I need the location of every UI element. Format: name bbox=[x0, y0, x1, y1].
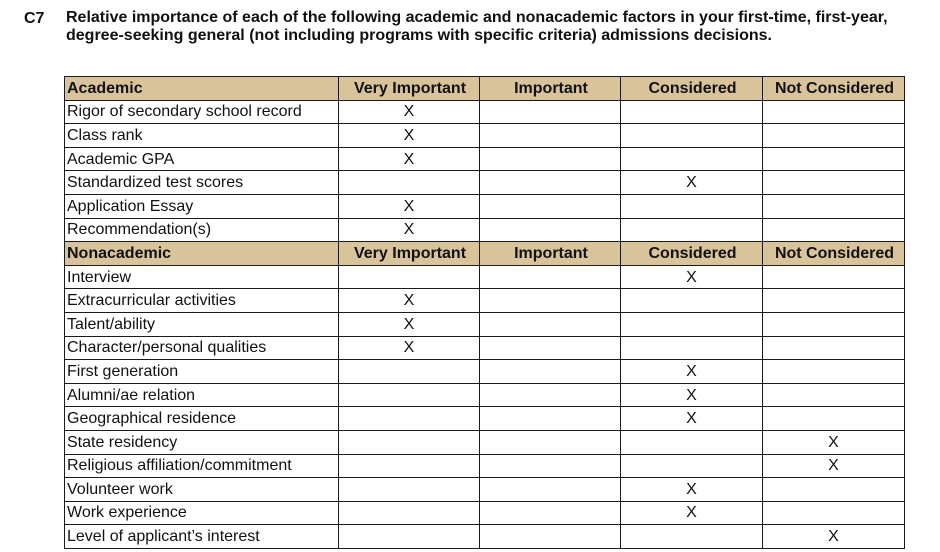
rating-cell-not-considered bbox=[763, 124, 905, 148]
rating-cell-considered bbox=[621, 194, 763, 218]
rating-cell-considered bbox=[621, 218, 763, 242]
rating-cell-very-important: X bbox=[339, 124, 480, 148]
rating-cell-important bbox=[480, 454, 621, 478]
rating-cell-not-considered: X bbox=[763, 454, 905, 478]
rating-cell-not-considered bbox=[763, 265, 905, 289]
admissions-factors-table bbox=[64, 76, 905, 549]
factor-label: Level of applicant’s interest bbox=[65, 525, 339, 549]
rating-cell-not-considered bbox=[763, 383, 905, 407]
table-row bbox=[65, 336, 905, 360]
rating-cell-not-considered: X bbox=[763, 525, 905, 549]
rating-cell-considered: X bbox=[621, 501, 763, 525]
factor-label: First generation bbox=[65, 360, 339, 384]
column-header-considered: Considered bbox=[621, 242, 763, 266]
rating-cell-not-considered bbox=[763, 194, 905, 218]
rating-cell-important bbox=[480, 265, 621, 289]
rating-cell-important bbox=[480, 100, 621, 124]
rating-cell-very-important: X bbox=[339, 194, 480, 218]
factor-label: Academic GPA bbox=[65, 147, 339, 171]
column-header-very-important: Very Important bbox=[339, 77, 480, 101]
factor-label: Class rank bbox=[65, 124, 339, 148]
table-row bbox=[65, 194, 905, 218]
section-header-nonacademic bbox=[65, 242, 905, 266]
rating-cell-important bbox=[480, 124, 621, 148]
rating-cell-important bbox=[480, 430, 621, 454]
table-row bbox=[65, 265, 905, 289]
rating-cell-very-important bbox=[339, 265, 480, 289]
rating-cell-important bbox=[480, 383, 621, 407]
rating-cell-considered: X bbox=[621, 171, 763, 195]
table-row bbox=[65, 501, 905, 525]
rating-cell-considered bbox=[621, 289, 763, 313]
column-header-important: Important bbox=[480, 77, 621, 101]
factor-label: State residency bbox=[65, 430, 339, 454]
rating-cell-considered bbox=[621, 100, 763, 124]
table-row bbox=[65, 218, 905, 242]
column-header-considered: Considered bbox=[621, 77, 763, 101]
rating-cell-important bbox=[480, 360, 621, 384]
factor-label: Interview bbox=[65, 265, 339, 289]
factor-label: Alumni/ae relation bbox=[65, 383, 339, 407]
rating-cell-important bbox=[480, 525, 621, 549]
table-row bbox=[65, 100, 905, 124]
column-header-not-considered: Not Considered bbox=[763, 242, 905, 266]
section-header-academic bbox=[65, 77, 905, 101]
rating-cell-very-important: X bbox=[339, 289, 480, 313]
rating-cell-considered: X bbox=[621, 383, 763, 407]
rating-cell-considered bbox=[621, 525, 763, 549]
rating-cell-very-important bbox=[339, 478, 480, 502]
column-header-important: Important bbox=[480, 242, 621, 266]
table-row bbox=[65, 478, 905, 502]
table-row bbox=[65, 171, 905, 195]
rating-cell-considered: X bbox=[621, 265, 763, 289]
question-text: Relative importance of each of the following academic and nonacademic factors in your first-time, first-year, degree-seeking general (not including programs with specific criteria) admissions decisions. bbox=[66, 9, 888, 44]
rating-cell-important bbox=[480, 478, 621, 502]
table-row bbox=[65, 525, 905, 549]
rating-cell-very-important bbox=[339, 525, 480, 549]
rating-cell-important bbox=[480, 407, 621, 431]
table-row bbox=[65, 383, 905, 407]
rating-cell-considered: X bbox=[621, 407, 763, 431]
factor-label: Application Essay bbox=[65, 194, 339, 218]
table-row bbox=[65, 147, 905, 171]
rating-cell-very-important: X bbox=[339, 147, 480, 171]
rating-cell-not-considered bbox=[763, 289, 905, 313]
rating-cell-not-considered bbox=[763, 312, 905, 336]
factors-table-body bbox=[65, 77, 905, 549]
factor-label: Volunteer work bbox=[65, 478, 339, 502]
rating-cell-very-important bbox=[339, 430, 480, 454]
rating-cell-important bbox=[480, 289, 621, 313]
rating-cell-very-important bbox=[339, 454, 480, 478]
factor-label: Rigor of secondary school record bbox=[65, 100, 339, 124]
rating-cell-very-important bbox=[339, 501, 480, 525]
section-title: Nonacademic bbox=[65, 242, 339, 266]
rating-cell-considered bbox=[621, 312, 763, 336]
table-row bbox=[65, 289, 905, 313]
factor-label: Character/personal qualities bbox=[65, 336, 339, 360]
rating-cell-not-considered bbox=[763, 360, 905, 384]
factor-label: Extracurricular activities bbox=[65, 289, 339, 313]
rating-cell-important bbox=[480, 194, 621, 218]
rating-cell-not-considered bbox=[763, 171, 905, 195]
rating-cell-important bbox=[480, 501, 621, 525]
rating-cell-considered bbox=[621, 430, 763, 454]
rating-cell-important bbox=[480, 147, 621, 171]
rating-cell-important bbox=[480, 312, 621, 336]
rating-cell-considered bbox=[621, 336, 763, 360]
factor-label: Talent/ability bbox=[65, 312, 339, 336]
rating-cell-very-important bbox=[339, 171, 480, 195]
rating-cell-not-considered bbox=[763, 147, 905, 171]
rating-cell-considered bbox=[621, 454, 763, 478]
table-row bbox=[65, 360, 905, 384]
rating-cell-considered: X bbox=[621, 360, 763, 384]
table-row bbox=[65, 430, 905, 454]
rating-cell-considered bbox=[621, 124, 763, 148]
rating-cell-not-considered bbox=[763, 336, 905, 360]
column-header-very-important: Very Important bbox=[339, 242, 480, 266]
rating-cell-not-considered bbox=[763, 407, 905, 431]
table-row bbox=[65, 312, 905, 336]
rating-cell-not-considered bbox=[763, 501, 905, 525]
rating-cell-very-important: X bbox=[339, 336, 480, 360]
rating-cell-important bbox=[480, 336, 621, 360]
rating-cell-not-considered bbox=[763, 100, 905, 124]
factor-label: Geographical residence bbox=[65, 407, 339, 431]
column-header-not-considered: Not Considered bbox=[763, 77, 905, 101]
factor-label: Recommendation(s) bbox=[65, 218, 339, 242]
rating-cell-not-considered bbox=[763, 478, 905, 502]
factor-label: Religious affiliation/commitment bbox=[65, 454, 339, 478]
table-row bbox=[65, 407, 905, 431]
section-title: Academic bbox=[65, 77, 339, 101]
rating-cell-considered bbox=[621, 147, 763, 171]
rating-cell-very-important: X bbox=[339, 218, 480, 242]
rating-cell-very-important bbox=[339, 360, 480, 384]
rating-cell-important bbox=[480, 171, 621, 195]
rating-cell-very-important: X bbox=[339, 312, 480, 336]
factor-label: Standardized test scores bbox=[65, 171, 339, 195]
rating-cell-not-considered: X bbox=[763, 430, 905, 454]
factor-label: Work experience bbox=[65, 501, 339, 525]
rating-cell-very-important bbox=[339, 383, 480, 407]
rating-cell-very-important bbox=[339, 407, 480, 431]
rating-cell-important bbox=[480, 218, 621, 242]
rating-cell-very-important: X bbox=[339, 100, 480, 124]
table-row bbox=[65, 454, 905, 478]
rating-cell-not-considered bbox=[763, 218, 905, 242]
table-row bbox=[65, 124, 905, 148]
rating-cell-considered: X bbox=[621, 478, 763, 502]
question-code: C7 bbox=[24, 10, 45, 27]
